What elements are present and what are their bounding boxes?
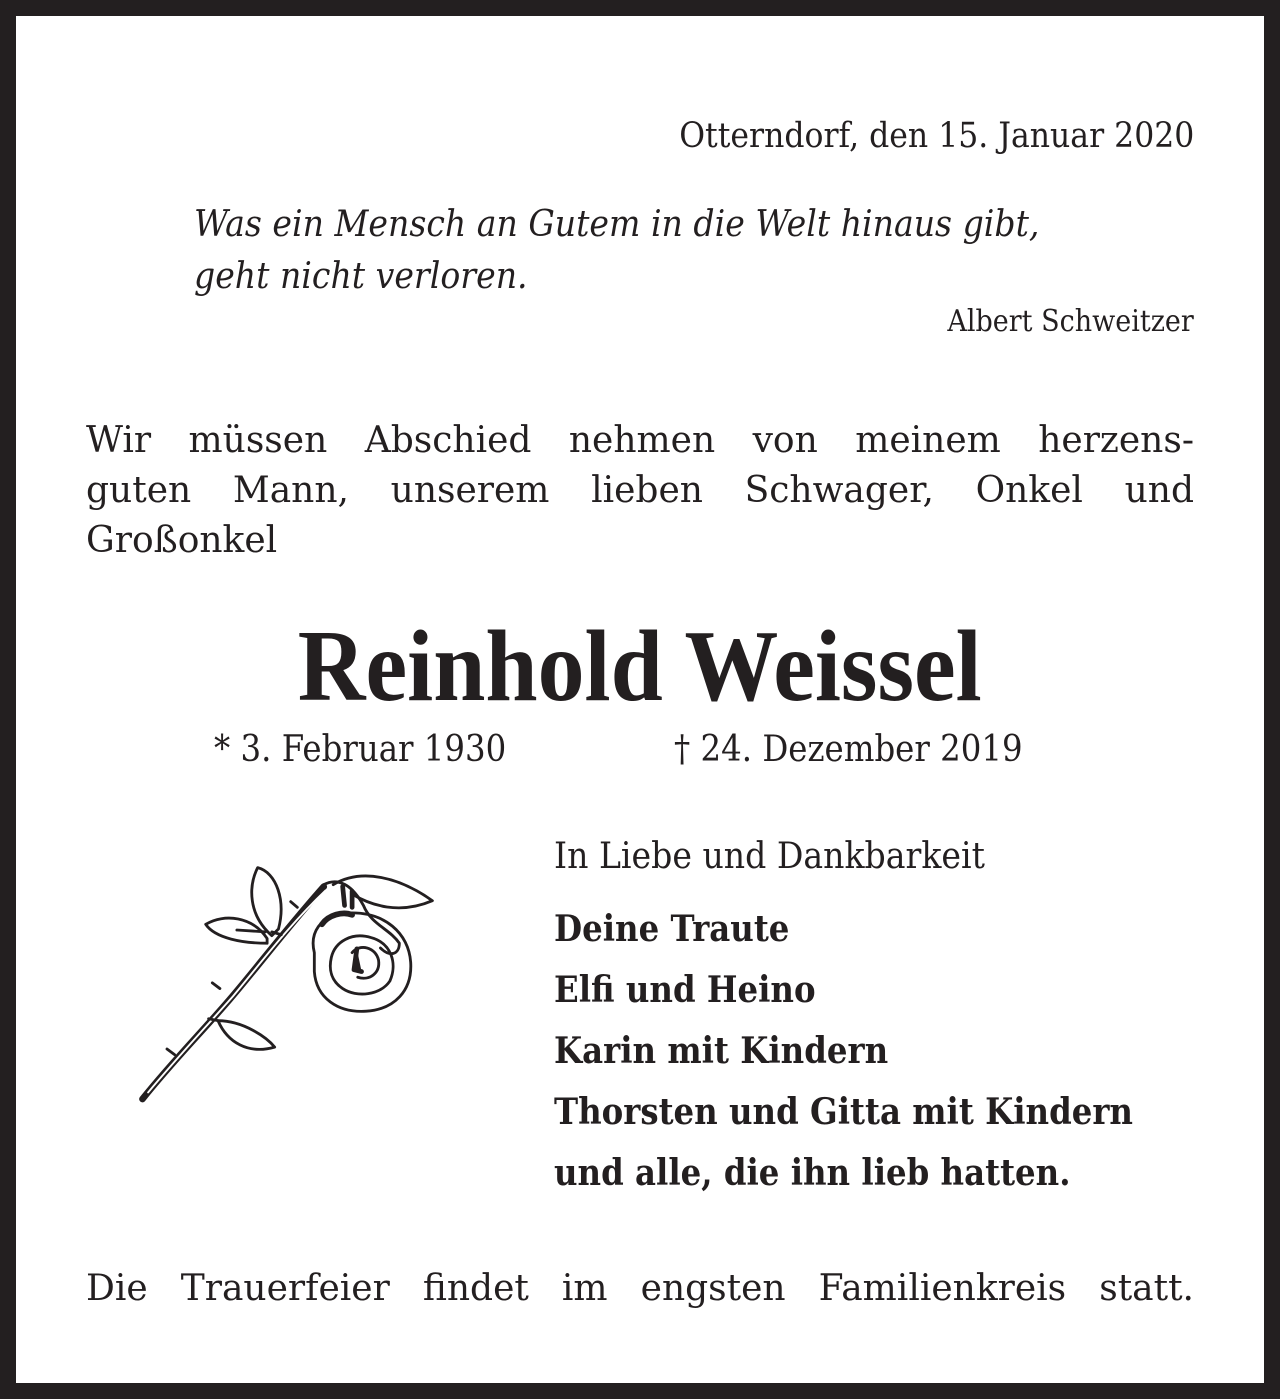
- intro-line-2: guten Mann, unserem lieben Schwager, Onkel und: [86, 470, 1194, 511]
- mourner-name: Thorsten und Gitta mit Kindern: [554, 1091, 1133, 1133]
- closing-note: Die Trauerfeier findet im engsten Familienkreis statt.: [86, 1268, 1194, 1309]
- quote-line-1: Was ein Mensch an Gutem in die Welt hinaus gibt,: [194, 204, 1040, 245]
- intro-line-1: Wir müssen Abschied nehmen von meinem herzens-: [86, 420, 1194, 461]
- intro-text: [86, 416, 1194, 566]
- obituary-notice: [16, 16, 1264, 1383]
- mourner-name: Elfi und Heino: [554, 969, 816, 1011]
- intro-line-3: Großonkel: [86, 520, 278, 561]
- mourner-name: und alle, die ihn lieb hatten.: [554, 1152, 1071, 1194]
- death-date: † 24. Dezember 2019: [674, 729, 1023, 770]
- mourner-name: Deine Traute: [554, 908, 790, 950]
- birth-date: * 3. Februar 1930: [214, 729, 507, 770]
- deceased-name-text: Reinhold Weissel: [298, 610, 982, 723]
- quote-author: Albert Schweitzer: [947, 304, 1194, 339]
- place-date: Otterndorf, den 15. Januar 2020: [678, 116, 1194, 156]
- mourners-intro: In Liebe und Dankbarkeit: [554, 836, 985, 877]
- mourner-name: Karin mit Kindern: [554, 1030, 889, 1072]
- deceased-name: [16, 612, 1264, 722]
- quote-line-2: geht nicht verloren.: [194, 256, 528, 297]
- rose-icon: [116, 846, 456, 1116]
